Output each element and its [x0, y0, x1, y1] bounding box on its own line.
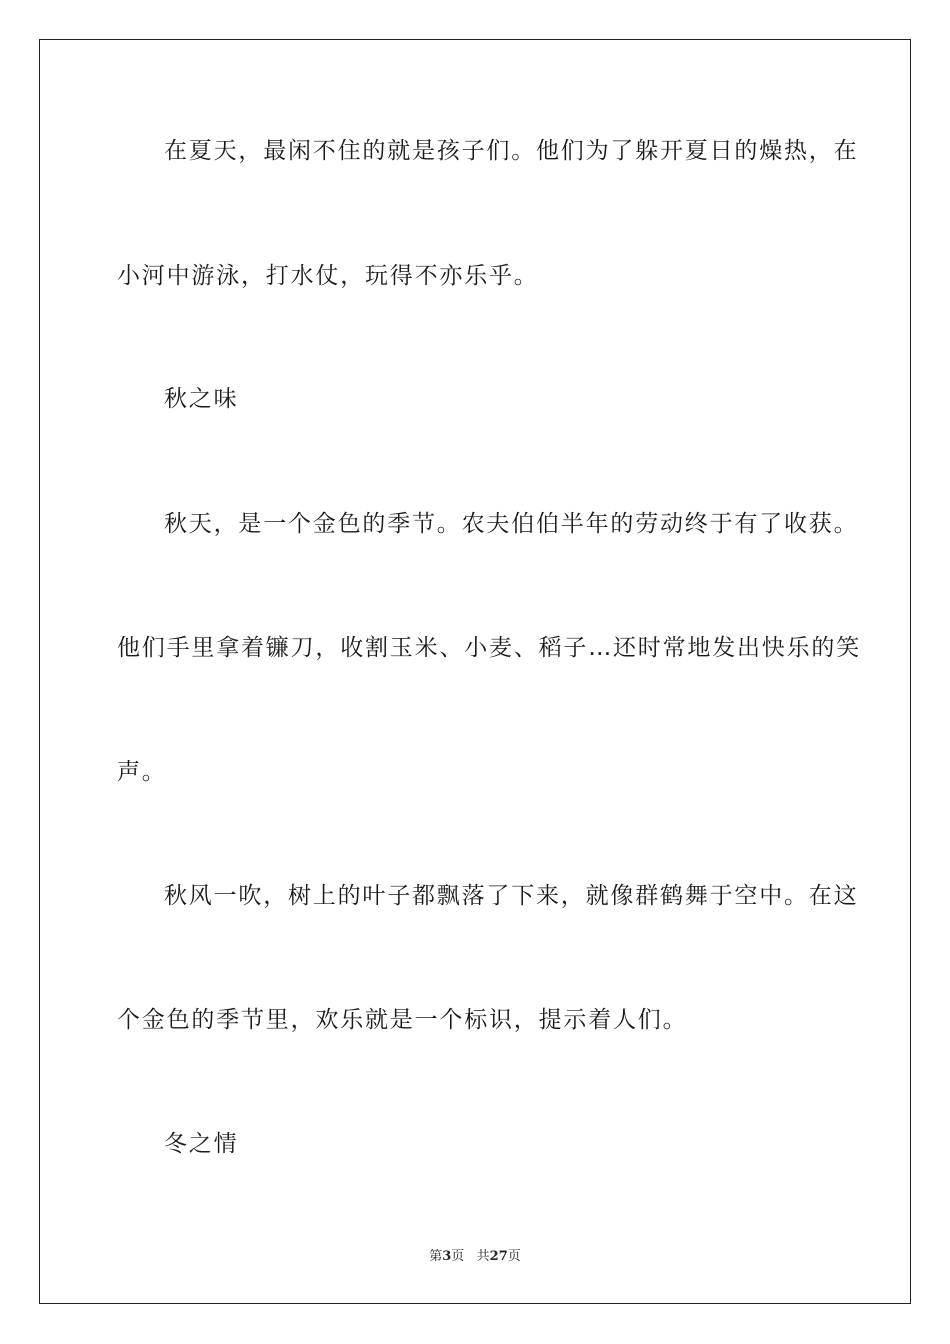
- paragraph-autumn-line-3: 声。: [117, 759, 167, 785]
- footer-suffix: 页: [507, 1249, 521, 1264]
- total-page-count: 27: [489, 1249, 508, 1264]
- paragraph-summer-line-2: 小河中游泳，打水仗，玩得不亦乐乎。: [117, 263, 539, 289]
- paragraph-autumn-line-2: 他们手里拿着镰刀，收割玉米、小麦、稻子…还时常地发出快乐的笑: [117, 635, 861, 661]
- page-border: [39, 39, 911, 1304]
- paragraph-autumn-wind-line-2: 个金色的季节里，欢乐就是一个标识，提示着人们。: [117, 1007, 688, 1033]
- paragraph-autumn-wind-line-1: 秋风一吹，树上的叶子都飘落了下来，就像群鹤舞于空中。在这: [164, 883, 859, 909]
- page-number-footer: [0, 1248, 950, 1266]
- footer-middle: 页 共: [451, 1249, 490, 1264]
- current-page-number: 3: [442, 1249, 452, 1264]
- heading-winter-feeling: 冬之情: [164, 1131, 239, 1157]
- heading-autumn-taste: 秋之味: [164, 386, 239, 412]
- paragraph-autumn-line-1: 秋天，是一个金色的季节。农夫伯伯半年的劳动终于有了收获。: [164, 511, 859, 537]
- paragraph-summer-line-1: 在夏天，最闲不住的就是孩子们。他们为了躲开夏日的燥热，在: [164, 138, 859, 164]
- footer-prefix: 第: [429, 1249, 443, 1264]
